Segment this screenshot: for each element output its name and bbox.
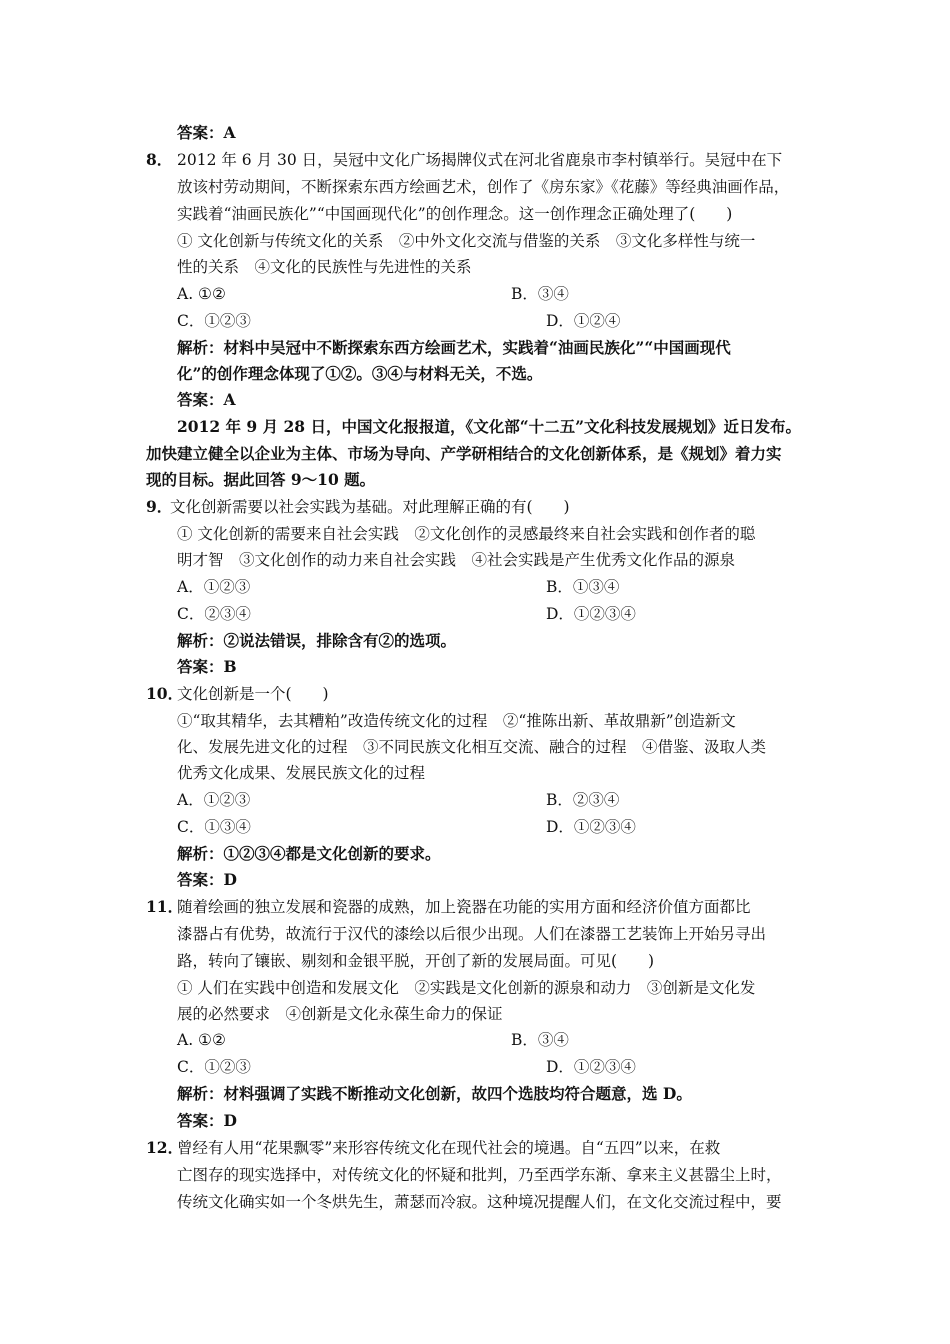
question-9-statement-2: 明才智 ③文化创作的动力来自社会实践 ④社会实践是产生优秀文化作品的源泉 bbox=[177, 551, 736, 569]
question-8-explanation-2: 化”的创作理念体现了①②。③④与材料无关，不选。 bbox=[177, 364, 543, 383]
question-11-statement-1: ① 人们在实践中创造和发展文化 ②实践是文化创新的源泉和动力 ③创新是文化发 bbox=[177, 979, 756, 997]
question-8-statement-2: 性的关系 ④文化的民族性与先进性的关系 bbox=[177, 258, 472, 276]
answer-7: 答案：A bbox=[177, 123, 236, 142]
question-12-line-1: 曾经有人用“花果飘零”来形容传统文化在现代社会的境遇。自“五四”以来，在救 bbox=[177, 1139, 721, 1157]
question-12-number: 12． bbox=[146, 1138, 184, 1157]
question-11-option-a: A. ①② bbox=[177, 1031, 226, 1049]
question-10-line-1: 文化创新是一个( ) bbox=[177, 685, 329, 703]
question-11-option-d: D．①②③④ bbox=[546, 1058, 636, 1076]
question-10-statement-1: ①“取其精华，去其糟粕”改造传统文化的过程 ②“推陈出新、革故鼎新”创造新文 bbox=[177, 712, 736, 730]
material-line-1: 2012 年 9 月 28 日，中国文化报报道，《文化部“十二五”文化科技发展规划》近日发布。 bbox=[177, 417, 802, 436]
question-8-explanation-1: 解析：材料中吴冠中不断探索东西方绘画艺术，实践着“油画民族化”“中国画现代 bbox=[177, 338, 731, 357]
answer-8: 答案：A bbox=[177, 390, 236, 409]
question-10-explanation: 解析：①②③④都是文化创新的要求。 bbox=[177, 844, 441, 863]
question-8-option-d: D．①②④ bbox=[546, 312, 621, 330]
question-8-line-2: 放该村劳动期间，不断探索东西方绘画艺术，创作了《房东家》《花藤》等经典油画作品， bbox=[177, 178, 790, 196]
question-10-statement-3: 优秀文化成果、发展民族文化的过程 bbox=[177, 764, 426, 782]
question-11-line-1: 随着绘画的独立发展和瓷器的成熟，加上瓷器在功能的实用方面和经济价值方面都比 bbox=[177, 898, 751, 916]
question-11-line-3: 路，转向了镶嵌、剔刻和金银平脱，开创了新的发展局面。可见( ) bbox=[177, 952, 655, 970]
question-9-option-d: D．①②③④ bbox=[546, 605, 636, 623]
question-12-line-2: 亡图存的现实选择中，对传统文化的怀疑和批判，乃至西学东渐、拿来主义甚嚣尘上时， bbox=[177, 1166, 782, 1184]
answer-10: 答案：D bbox=[177, 870, 237, 889]
question-10-option-c: C．①③④ bbox=[177, 818, 251, 836]
question-11-number: 11． bbox=[146, 897, 184, 916]
question-10-statement-2: 化、发展先进文化的过程 ③不同民族文化相互交流、融合的过程 ④借鉴、汲取人类 bbox=[177, 738, 767, 756]
question-11-explanation: 解析：材料强调了实践不断推动文化创新，故四个选肢均符合题意，选 D。 bbox=[177, 1084, 692, 1103]
answer-9: 答案：B bbox=[177, 657, 237, 676]
question-9-option-a: A．①②③ bbox=[177, 578, 251, 596]
question-11-option-b: B．③④ bbox=[511, 1031, 569, 1049]
question-9-statement-1: ① 文化创新的需要来自社会实践 ②文化创作的灵感最终来自社会实践和创作者的聪 bbox=[177, 525, 756, 543]
question-11-line-2: 漆器占有优势，故流行于汉代的漆绘以后很少出现。人们在漆器工艺装饰上开始另寻出 bbox=[177, 925, 767, 943]
question-10-number: 10． bbox=[146, 684, 184, 703]
question-9-number: 9． bbox=[146, 497, 173, 516]
question-11-statement-2: 展的必然要求 ④创新是文化永葆生命力的保证 bbox=[177, 1005, 503, 1023]
question-8-option-a: A. ①② bbox=[177, 285, 226, 303]
question-10-option-d: D．①②③④ bbox=[546, 818, 636, 836]
question-8-statement-1: ① 文化创新与传统文化的关系 ②中外文化交流与借鉴的关系 ③文化多样性与统一 bbox=[177, 232, 756, 250]
question-8-line-3: 实践着“油画民族化”“中国画现代化”的创作理念。这一创作理念正确处理了( ) bbox=[177, 205, 733, 223]
question-12-line-3: 传统文化确实如一个冬烘先生，萧瑟而冷寂。这种境况提醒人们，在文化交流过程中，要 bbox=[177, 1193, 782, 1211]
question-9-option-b: B．①③④ bbox=[546, 578, 620, 596]
question-10-option-b: B．②③④ bbox=[546, 791, 620, 809]
question-8-option-b: B．③④ bbox=[511, 285, 569, 303]
question-8-number: 8． bbox=[146, 150, 173, 169]
question-10-option-a: A．①②③ bbox=[177, 791, 251, 809]
question-11-option-c: C．①②③ bbox=[177, 1058, 251, 1076]
question-8-option-c: C．①②③ bbox=[177, 312, 251, 330]
material-line-2: 加快建立健全以企业为主体、市场为导向、产学研相结合的文化创新体系，是《规划》着力实 bbox=[146, 444, 782, 463]
question-8-line-1: 2012 年 6 月 30 日，吴冠中文化广场揭牌仪式在河北省鹿泉市李村镇举行。吴冠中在下 bbox=[177, 151, 783, 169]
material-line-3: 现的目标。据此回答 9～10 题。 bbox=[146, 470, 376, 489]
answer-11: 答案：D bbox=[177, 1111, 237, 1130]
question-9-option-c: C．②③④ bbox=[177, 605, 251, 623]
question-9-line-1: 文化创新需要以社会实践为基础。对此理解正确的有( ) bbox=[170, 498, 570, 516]
question-9-explanation: 解析：②说法错误，排除含有②的选项。 bbox=[177, 631, 457, 650]
